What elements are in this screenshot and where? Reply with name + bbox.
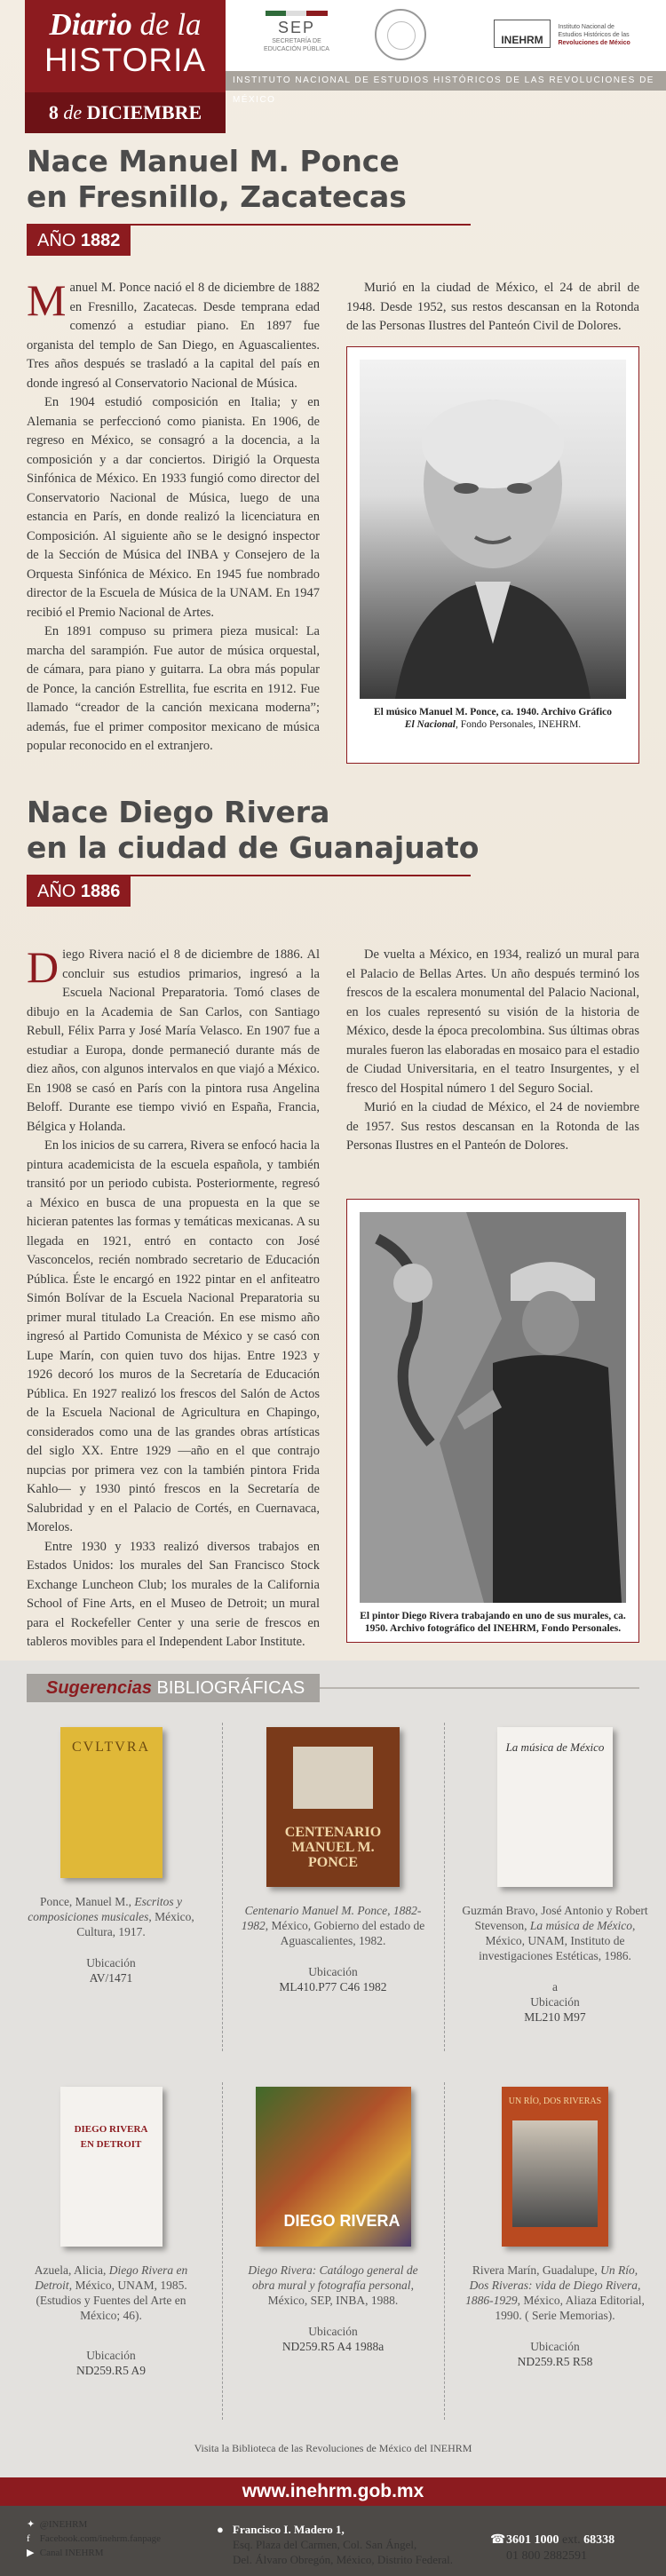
- book-cover: CENTENARIO MANUEL M. PONCE: [266, 1727, 400, 1887]
- article2-paragraph: Entre 1930 y 1933 realizó diversos trabajos en Estados Unidos: los murales del San Francisco Stock Exchange Luncheon Club; los murales de la California School of Fine Arts, en el Museo de Detroit; un mural para el Rockefeller Center y una serie de frescos en tableros movibles para el Independent Labor Institute.: [27, 1539, 320, 1649]
- book-location: Ubicación ND259.R5 A9: [75, 2349, 146, 2377]
- address: ● Francisco I. Madero 1, Esq. Plaza del Carmen, Col. San Ángel, Del. Álvaro Obregón, México, Distrito Federal.: [217, 2523, 454, 2566]
- book-reference: Guzmán Bravo, José Antonio y Robert Stevenson, La música de México, México, UNAM, Instituto de investigaciones Estéticas, 1986.: [462, 1904, 648, 1962]
- divider: [320, 1687, 639, 1689]
- phone-icon: ☎: [490, 2533, 506, 2547]
- video-icon: ▶: [27, 2548, 35, 2558]
- article2-paragraph: Diego Rivera nació el 8 de diciembre de 1886. Al concluir sus estudios primarios, ingresó a la Escuela Nacional Preparatoria. Tomó clases de dibujo en la Academia de San Carlos, con Santiago Rebull, Félix Parra y José María Velasco. En 1907 fue a estudiar a Europa, donde permaneció durante más de diez años, con algunos intervalos en que viajó a México. En 1908 se casó en París con la pintora rusa Angelina Beloff. Durante ese tiempo vivió en España, Francia, Bélgica y Holanda.: [27, 942, 320, 1134]
- article2-paragraph: En los inicios de su carrera, Rivera se enfocó hacia la pintura academicista de la escuela española, y también transitó por un periodo cubista. Posteriormente, regresó a México en busca de una propuesta en la que se hicieran patentes las formas y temáticas mexicanas. A su llegada en 1921, entró en contacto con José Vasconcelos, recién nombrado secretario de Educación Pública. Éste le encargó en 1922 pintar en el anfiteatro Simón Bolívar de la Escuela Nacional Preparatoria su primer mural titulado La Creación. En ese mismo año ingresó al Partido Comunista de México y se casó con Lupe Marín, con quien tuvo dos hijas. Entre 1923 y 1926 decoró los muros de la Secretaría de Educación Pública. En 1927 realizó los frescos del Salón de Actos de la Escuela Nacional de Agricultura en Chapingo, considerados como una de las grandes obras artísticas del siglo XX. Entre 1929 —año en el que contrajo nupcias por primera vez con la también pintora Frida Kahlo— y 1930 pintó frescos en la Secretaría de Salubridad y en el Palacio de Cortés, en Cuernavaca, Morelos.: [27, 1138, 320, 1534]
- logo-bar: [226, 0, 666, 71]
- book-location: Ubicación ND259.R5 R58: [517, 2340, 593, 2368]
- facebook-link[interactable]: f Facebook.com/inehrm.fanpage: [27, 2533, 161, 2544]
- book-reference: Centenario Manuel M. Ponce, 1882-1982, México, Gobierno del estado de Aguascalientes, 1982.: [241, 1904, 425, 1947]
- institute-bar: INSTITUTO NACIONAL DE ESTUDIOS HISTÓRICOS DE LAS REVOLUCIONES DE MÉXICO: [226, 71, 666, 91]
- article1-paragraph: En 1891 compuso su primera pieza musical: La marcha del sarampión. Fue autor de música orquestal, de cámara, para piano y guitarra. La obra más popular de Ponce, la canción Estrellita, fue escrita en 1912. Fue llamado “creador de la canción mexicana moderna”; además, fue el primer compositor mexicano de música popular reconocido en el extranjero.: [27, 624, 320, 753]
- article1-title: Nace Manuel M. Ponce en Fresnillo, Zacatecas: [27, 144, 407, 214]
- article1-paragraph: Manuel M. Ponce nació el 8 de diciembre de 1882 en Fresnillo, Zacatecas. Desde temprana edad comenzó a estudiar piano. En 1897 fue organista del templo de San Diego, en Aguascalientes. Tres años después se trasladó a la capital del país en donde ingresó al Conservatorio Nacional de Música.: [27, 275, 320, 391]
- ponce-photo-caption: El músico Manuel M. Ponce, ca. 1940. Archivo Gráfico El Nacional, Fondo Personales, INEHRM.: [373, 707, 613, 730]
- rivera-photo-caption: El pintor Diego Rivera trabajando en uno de sus murales, ca. 1950. Archivo fotográfico del INEHRM, Fondo Personales.: [360, 1611, 626, 1634]
- book-cover: DIEGO RIVERA EN DETROIT: [60, 2087, 163, 2247]
- book-reference: Azuela, Alicia, Diego Rivera en Detroit, México, UNAM, 1985. (Estudios y Fuentes del Arte en México; 46).: [34, 2263, 188, 2322]
- divider: [222, 2082, 223, 2420]
- bibliography-title: Sugerencias BIBLIOGRÁFICAS: [27, 1674, 320, 1702]
- national-seal-icon: [375, 9, 426, 60]
- book-item: [240, 1727, 426, 1994]
- book-cover: La música de México: [497, 1727, 613, 1887]
- youtube-link[interactable]: ▶ Canal INEHRM: [27, 2548, 104, 2558]
- article1-paragraph: En 1904 estudió composición en Italia; y en Alemania se perfeccionó como pianista. En 1906, de regreso en México, se consagró a la docencia, a la composición y a dar conciertos. Dirigió la Orquesta Sinfónica de México. En 1933 fungió como director del Conservatorio Nacional de Música, luego de una estancia en París, en donde realizó la licenciatura en Composición. Al siguiente año se le designó inspector de la Sección de Música del INBA y Consejero de la Orquesta Sinfónica de México. En 1945 fue nombrado director de la Escuela de Música de la UNAM. En 1947 recibió el Premio Nacional de Artes.: [27, 395, 320, 620]
- masthead-title-line1: Diario de la: [49, 7, 202, 42]
- masthead-date: 8 de DICIEMBRE: [25, 92, 226, 133]
- divider: [222, 1723, 223, 2051]
- book-cover: CVLTVRA: [60, 1727, 163, 1878]
- article2-year: AÑO 1886: [27, 876, 131, 907]
- article1-year: AÑO 1882: [27, 226, 131, 256]
- book-item: [18, 1727, 204, 1986]
- rivera-photo-frame: [346, 1199, 639, 1643]
- divider: [444, 1723, 445, 2051]
- article1-paragraph: Murió en la ciudad de México, el 24 de abril de 1948. Desde 1952, sus restos descansan en la Rotonda de las Personas Ilustres del Panteón Civil de Dolores.: [346, 281, 639, 333]
- location-pin-icon: ●: [217, 2523, 224, 2536]
- rivera-photo: [360, 1212, 626, 1603]
- book-item: [18, 2087, 204, 2378]
- article1-column-left: [27, 275, 320, 757]
- book-location: Ubicación ML410.P77 C46 1982: [279, 1965, 387, 1993]
- twitter-icon: ✦: [27, 2519, 36, 2530]
- article1-column-right: [346, 279, 639, 337]
- social-links: [27, 2517, 161, 2560]
- book-item: [240, 2087, 426, 2354]
- book-reference: Ponce, Manuel M., Escritos y composiciones musicales, México, Cultura, 1917.: [28, 1895, 194, 1938]
- ponce-photo-frame: [346, 346, 639, 764]
- article2-title: Nace Diego Rivera en la ciudad de Guanajuato: [27, 795, 480, 865]
- article2-column-left: [27, 942, 320, 1653]
- ponce-photo: [360, 360, 626, 699]
- article1-year-bar: [27, 224, 471, 254]
- twitter-link[interactable]: ✦ @INEHRM: [27, 2519, 88, 2530]
- book-location: Ubicación ND259.R5 A4 1988a: [281, 2325, 385, 2353]
- book-item: [462, 2087, 648, 2369]
- book-reference: Diego Rivera: Catálogo general de obra mural y fotografía personal, México, SEP, INBA, 1988.: [248, 2263, 418, 2307]
- book-item: [462, 1727, 648, 2025]
- sep-logo: SEP SECRETARÍA DE EDUCACIÓN PÚBLICA: [243, 11, 350, 53]
- masthead-title-line2: HISTORIA: [44, 42, 207, 78]
- article2-year-bar: [27, 875, 471, 905]
- website-link[interactable]: www.inehrm.gob.mx: [242, 2481, 424, 2501]
- article2-paragraph: De vuelta a México, en 1934, realizó un mural para el Palacio de Bellas Artes. Un año después terminó los frescos de la escalera monumental del Palacio Nacional, en los cuales representó su visión de la historia de México, desde la época precolombina. Sus últimas obras murales fueron las elaboradas en mosaico para el estadio de Ciudad Universitaria, en el teatro Insurgentes, y el fresco del Hospital número 1 del Seguro Social.: [346, 947, 639, 1096]
- book-cover: DIEGO RIVERA: [256, 2087, 411, 2247]
- phone-info: ☎ 3601 1000 ext. 68338 01 800 2882591: [490, 2533, 615, 2563]
- inehrm-logo: INEHRM Instituto Nacional de Estudios Históricos de las Revoluciones de México: [494, 20, 646, 48]
- article2-paragraph: Murió en la ciudad de México, el 24 de noviembre de 1957. Sus restos descansan en la Rotonda de las Personas Ilustres en el Panteón de Dolores.: [346, 1100, 639, 1153]
- book-reference: Rivera Marín, Guadalupe, Un Río, Dos Riveras: vida de Diego Rivera, 1886-1929, México, Aliaza Editorial, 1990. ( Serie Memorias).: [465, 2263, 645, 2322]
- divider: [444, 2082, 445, 2420]
- masthead: [25, 0, 226, 133]
- facebook-icon: f: [27, 2533, 30, 2544]
- article2-column-right: [346, 946, 639, 1156]
- book-location: a Ubicación ML210 M97: [524, 1980, 586, 2024]
- book-location: Ubicación AV/1471: [86, 1956, 136, 1985]
- library-visit-note: Visita la Biblioteca de las Revoluciones de México del INEHRM: [194, 2442, 472, 2454]
- book-cover: UN RÍO, DOS RIVERAS: [502, 2087, 608, 2247]
